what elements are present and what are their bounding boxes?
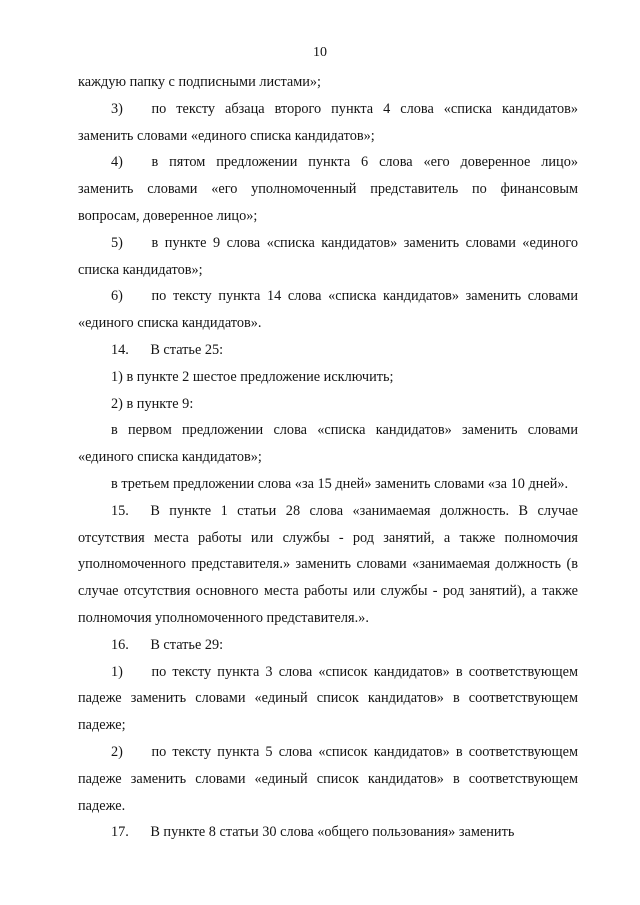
paragraph-section-14-item-1: 1) в пункте 2 шестое предложение исключить; — [111, 368, 394, 385]
paragraph-continuation: каждую папку с подписными листами»; — [78, 74, 322, 90]
paragraph-section-17: 17. В пункте 8 статьи 30 слова «общего пользования» заменить — [111, 824, 515, 841]
paragraph-section-14: 14. В статье 25: — [111, 341, 224, 358]
document-body — [78, 69, 578, 846]
paragraph-section-15: 15. В пункте 1 статьи 28 слова «занимаемая должность. В случае отсутствия места работы или службы - род занятий, а также полномочия уполномоченного представителя.» заменить словами «занимаемая должность (в случае отсутствия основного места работы или службы - род занятий), а также полномочия уполномоченного представителя.». — [78, 502, 578, 626]
paragraph-first-sentence: в первом предложении слова «списка кандидатов» заменить словами «единого списка кандидатов»; — [78, 422, 578, 466]
page-number: 10 — [313, 45, 327, 60]
paragraph-section-16-item-1: 1) по тексту пункта 3 слова «список кандидатов» в соответствующем падеже заменить словами «единый список кандидатов» в соответствующем падеже; — [78, 663, 578, 734]
paragraph-section-16: 16. В статье 29: — [111, 636, 224, 653]
paragraph-item-5: 5) в пункте 9 слова «списка кандидатов» заменить словами «единого списка кандидатов»; — [78, 234, 578, 278]
paragraph-item-3: 3) по тексту абзаца второго пункта 4 слова «списка кандидатов» заменить словами «единого списка кандидатов»; — [78, 100, 578, 144]
paragraph-item-6: 6) по тексту пункта 14 слова «списка кандидатов» заменить словами «единого списка кандидатов». — [78, 288, 578, 332]
paragraph-third-sentence: в третьем предложении слова «за 15 дней» заменить словами «за 10 дней». — [111, 475, 569, 492]
paragraph-section-14-item-2: 2) в пункте 9: — [111, 395, 194, 412]
paragraph-item-4: 4) в пятом предложении пункта 6 слова «его доверенное лицо» заменить словами «его уполномоченный представитель по финансовым вопросам, доверенное лицо»; — [78, 154, 578, 224]
paragraph-section-16-item-2: 2) по тексту пункта 5 слова «список кандидатов» в соответствующем падеже заменить словами «единый список кандидатов» в соответствующем падеже. — [78, 743, 578, 814]
